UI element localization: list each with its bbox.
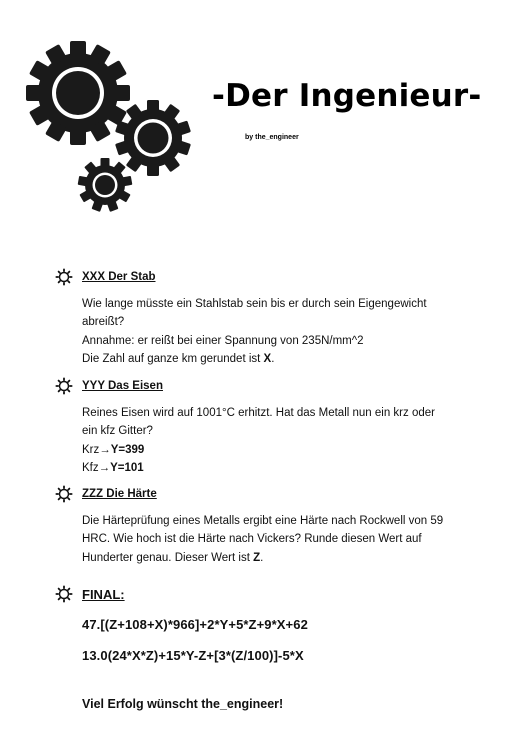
option-value: Y=399: [110, 443, 145, 456]
result-variable: X: [263, 352, 272, 365]
option-line: [82, 459, 475, 477]
result-prefix: Hunderter genau. Dieser Wert ist: [82, 551, 254, 564]
body-line-result: [82, 350, 475, 368]
formula-line-1: 47.[(Z+108+X)*966]+2*Y+5*Z+9*X+62: [82, 617, 308, 632]
section-der-stab: [55, 268, 475, 368]
section-title: XXX Der Stab: [82, 271, 156, 283]
byline: by the_engineer: [245, 134, 299, 141]
section-body: [82, 512, 475, 567]
option-line: [82, 441, 475, 459]
section-header: [55, 377, 475, 395]
section-header: [55, 268, 475, 286]
gear-bullet-icon: [55, 485, 73, 503]
option-value: Y=101: [110, 461, 144, 474]
section-header: [55, 585, 475, 603]
body-line: abreißt?: [82, 316, 125, 329]
result-variable: Z: [253, 551, 261, 564]
gear-bullet-icon: [55, 585, 73, 603]
page-title: -Der Ingenieur-: [212, 78, 482, 114]
section-das-eisen: [55, 377, 475, 477]
section-header: [55, 485, 475, 503]
result-suffix: .: [260, 551, 264, 564]
result-suffix: .: [271, 352, 275, 365]
section-title: ZZZ Die Härte: [82, 488, 157, 500]
option-label: Krz: [82, 443, 100, 456]
section-die-haerte: [55, 485, 475, 567]
gears-logo-icon: [0, 0, 215, 215]
body-line-result: [82, 549, 475, 567]
body-line: HRC. Wie hoch ist die Härte nach Vickers? Runde diesen Wert auf: [82, 533, 422, 546]
gear-bullet-icon: [55, 377, 73, 395]
option-label: Kfz: [82, 461, 99, 474]
section-body: [82, 295, 475, 368]
closing-text: Viel Erfolg wünscht the_engineer!: [82, 697, 284, 711]
gear-bullet-icon: [55, 268, 73, 286]
formula-line-2: 13.0(24*X*Z)+15*Y-Z+[3*(Z/100)]-5*X: [82, 648, 304, 663]
body-line: Reines Eisen wird auf 1001°C erhitzt. Hat das Metall nun ein krz oder: [82, 407, 435, 419]
body-line: Annahme: er reißt bei einer Spannung von 235N/mm^2: [82, 334, 364, 347]
body-line: ein kfz Gitter?: [82, 425, 153, 438]
section-title: YYY Das Eisen: [82, 380, 163, 392]
body-line: Wie lange müsste ein Stahlstab sein bis er durch sein Eigengewicht: [82, 298, 427, 310]
body-line: Die Härteprüfung eines Metalls ergibt eine Härte nach Rockwell von 59: [82, 515, 444, 527]
arrow-right-icon: →: [98, 461, 111, 474]
section-final: [55, 585, 475, 603]
section-body: [82, 404, 475, 477]
result-prefix: Die Zahl auf ganze km gerundet ist: [82, 352, 264, 365]
arrow-right-icon: →: [99, 443, 111, 456]
final-title: FINAL:: [82, 586, 125, 602]
